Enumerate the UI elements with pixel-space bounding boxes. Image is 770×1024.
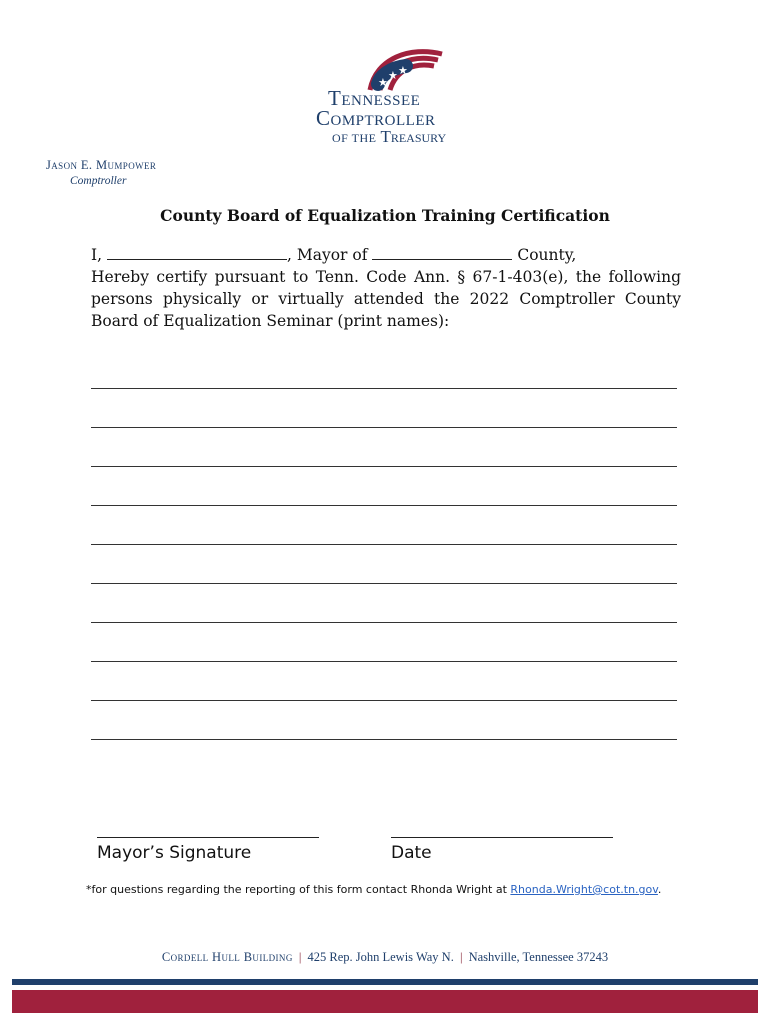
org-name-line2: Comptroller	[316, 106, 436, 130]
intro-i: I,	[91, 246, 103, 264]
intro-mayor-of: , Mayor of	[287, 246, 368, 264]
svg-text:★: ★	[388, 70, 398, 82]
attendee-name-line[interactable]	[91, 388, 677, 389]
mayor-name-field[interactable]	[107, 245, 287, 260]
mayor-signature-field[interactable]	[97, 837, 319, 838]
attendee-name-line[interactable]	[91, 661, 677, 662]
footnote-text: *for questions regarding the reporting of this form contact Rhonda Wright at	[86, 883, 511, 896]
official-name: Jason E. Mumpower	[46, 158, 157, 172]
org-of-the: OF THE	[332, 131, 377, 145]
attendee-name-line[interactable]	[91, 700, 677, 701]
attendee-name-line[interactable]	[91, 622, 677, 623]
footer-separator: |	[298, 950, 302, 964]
footnote-end: .	[657, 883, 662, 896]
official-title: Comptroller	[70, 175, 127, 187]
county-name-field[interactable]	[372, 245, 512, 260]
attendee-name-line[interactable]	[91, 544, 677, 545]
org-name-line3	[332, 127, 446, 147]
footer-separator: |	[459, 950, 463, 964]
attendee-name-line[interactable]	[91, 466, 677, 467]
date-field[interactable]	[391, 837, 613, 838]
mayor-intro-line	[91, 244, 681, 266]
attendee-name-line[interactable]	[91, 427, 677, 428]
footer-band-red	[12, 990, 758, 1013]
footer-band-blue	[12, 979, 758, 985]
date-label: Date	[391, 843, 432, 863]
page-title: County Board of Equalization Training Certification	[160, 206, 610, 225]
svg-text:★: ★	[378, 77, 388, 89]
comptroller-logo	[312, 44, 462, 144]
attendee-name-line[interactable]	[91, 505, 677, 506]
intro-county: County,	[517, 246, 577, 264]
flag-arcs-icon	[350, 44, 450, 92]
org-treasury: Treasury	[380, 127, 447, 146]
mayor-signature-label: Mayor’s Signature	[97, 843, 252, 863]
footer-building: Cordell Hull Building	[161, 950, 293, 964]
certification-body: Hereby certify pursuant to Tenn. Code Ann. § 67-1-403(e), the following persons physically or virtually attended the 2022 Comptroller County Board of Equalization Seminar (print names):	[91, 268, 681, 330]
footer-city: Nashville, Tennessee 37243	[468, 950, 609, 964]
contact-email-link[interactable]: Rhonda.Wright@cot.tn.gov	[510, 883, 658, 896]
svg-text:★: ★	[398, 65, 408, 77]
certification-paragraph	[91, 244, 681, 332]
footer-address	[0, 950, 770, 965]
contact-footnote	[86, 883, 661, 896]
attendee-name-line[interactable]	[91, 739, 677, 740]
attendee-name-line[interactable]	[91, 583, 677, 584]
footer-street: 425 Rep. John Lewis Way N.	[307, 950, 454, 964]
org-name-line1: Tennessee	[328, 86, 421, 110]
